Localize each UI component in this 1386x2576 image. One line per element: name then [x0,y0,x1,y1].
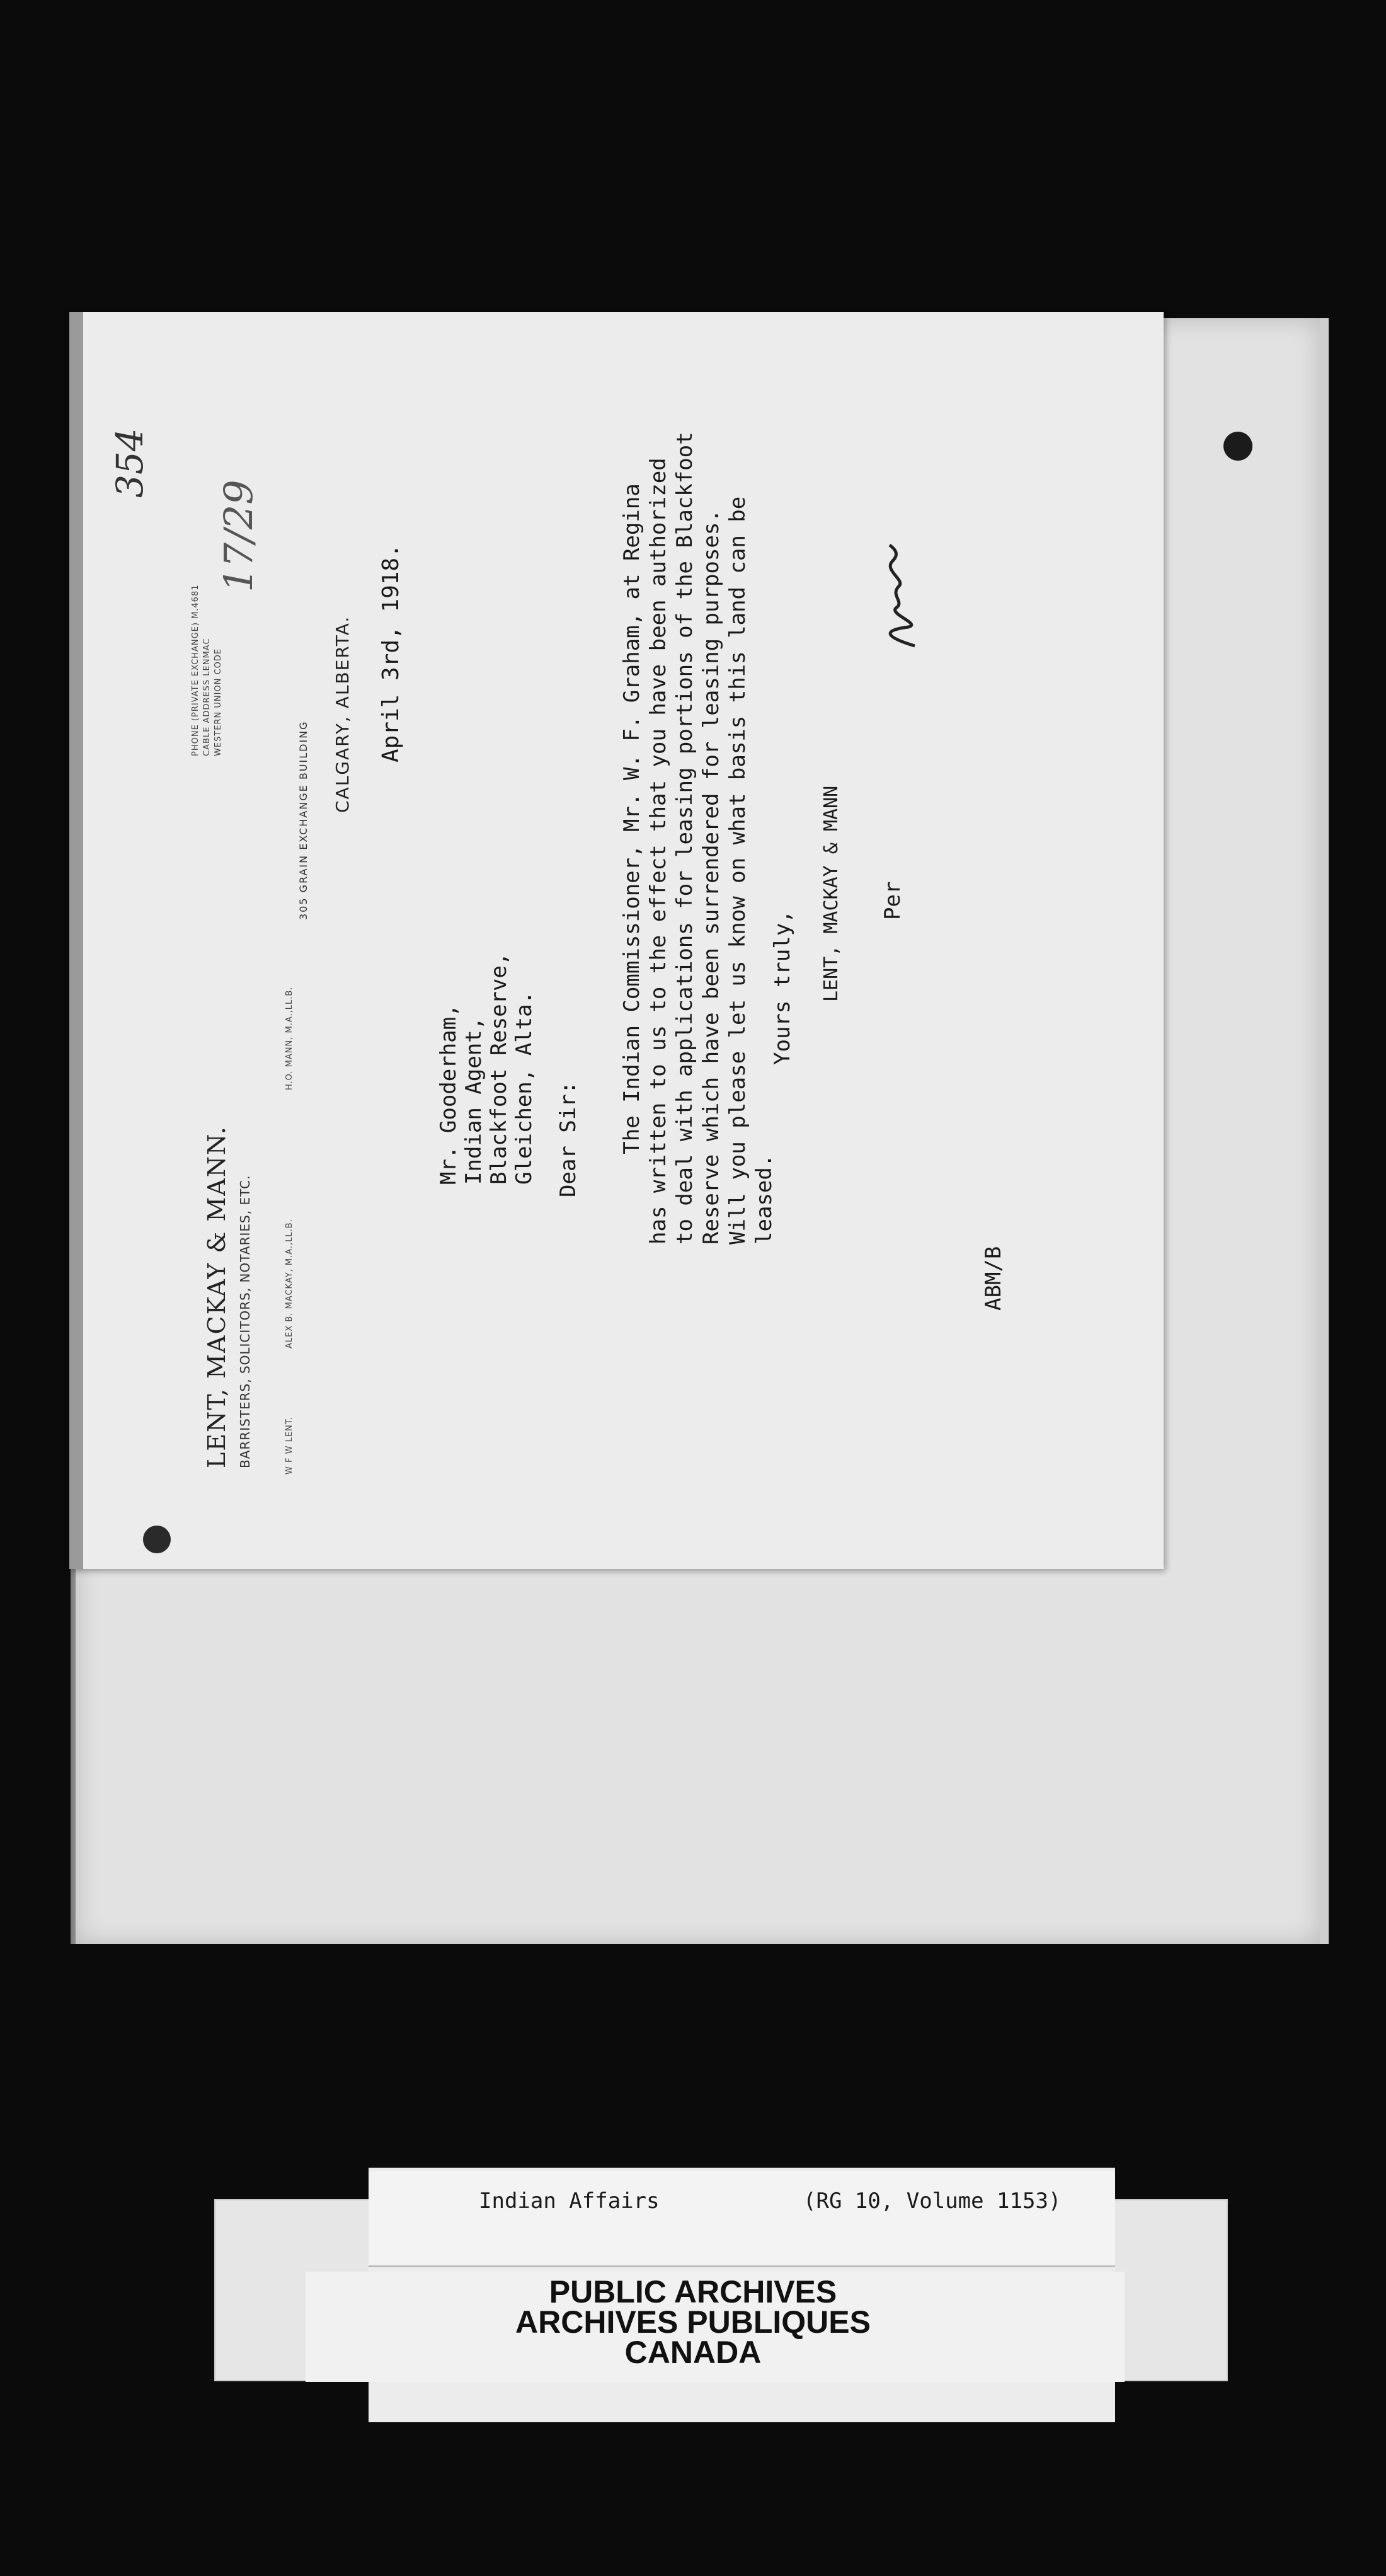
letter-page [69,312,1164,1569]
per-label: Per [880,881,905,920]
recipient-address [436,953,537,1185]
archive-line-3: CANADA [624,2335,762,2370]
body-line-3: to deal with applications for leasing portions of the Blackfoot [672,432,697,1245]
recipient-line-3: Blackfoot Reserve, [486,952,512,1185]
handwritten-reference-number: 354 [108,428,151,498]
body-line-6: leased. [752,1154,777,1245]
letterhead-building: 305 GRAIN EXCHANGE BUILDING [297,720,309,920]
archive-line-2: ARCHIVES PUBLIQUES [515,2304,871,2340]
letterhead-firm-name: LENT, MACKAY & MANN. [203,1125,231,1468]
letterhead-professions: BARRISTERS, SOLICITORS, NOTARIES, ETC. [238,1175,253,1468]
punch-hole-top [143,1526,171,1553]
letterhead-partner-1: W F W LENT. [285,1416,294,1475]
phone-line-1: PHONE (PRIVATE EXCHANGE) M.4681 [191,584,200,756]
recipient-line-2: Indian Agent, [461,1016,486,1185]
body-line-2: has written to us to the effect that you have been authorized [646,457,671,1245]
letterhead-partner-2: ALEX B. MACKAY, M.A.,LL.B. [285,1219,294,1348]
handwritten-signature [871,542,927,649]
typist-initials: ABM/B [981,1246,1006,1311]
recipient-line-4: Gleichen, Alta. [512,991,537,1185]
letterhead-partner-3: H.O. MANN, M.A.,LL.B. [285,986,294,1090]
handwritten-file-number: 17/29 [215,480,261,592]
letterhead-city: CALGARY, ALBERTA. [332,615,353,813]
salutation: Dear Sir: [556,1081,581,1197]
archive-label-top [369,2171,1115,2267]
phone-line-3: WESTERN UNION CODE [214,648,223,756]
body-line-5: Will you please let us know on what basis this land can be [725,496,750,1245]
letter-date: April 3rd, 1918. [378,544,404,762]
label-reference: (RG 10, Volume 1153) [803,2188,1062,2214]
phone-line-2: CABLE ADDRESS LENMAC [202,638,212,756]
signatory-firm: LENT, MACKAY & MANN [820,785,842,1002]
letter-body [619,432,777,1245]
label-collection: Indian Affairs [479,2188,660,2214]
body-line-1: The Indian Commissioner, Mr. W. F. Graham, at Regina [619,483,644,1245]
body-line-4: Reserve which have been surrendered for leasing purposes. [699,509,724,1245]
recipient-line-1: Mr. Gooderham, [436,1004,461,1185]
letterhead-phone [190,585,224,757]
letter-content [83,312,1164,1569]
archive-line-1: PUBLIC ARCHIVES [549,2274,837,2309]
closing: Yours truly, [770,910,795,1065]
punch-hole-right [1223,432,1252,461]
